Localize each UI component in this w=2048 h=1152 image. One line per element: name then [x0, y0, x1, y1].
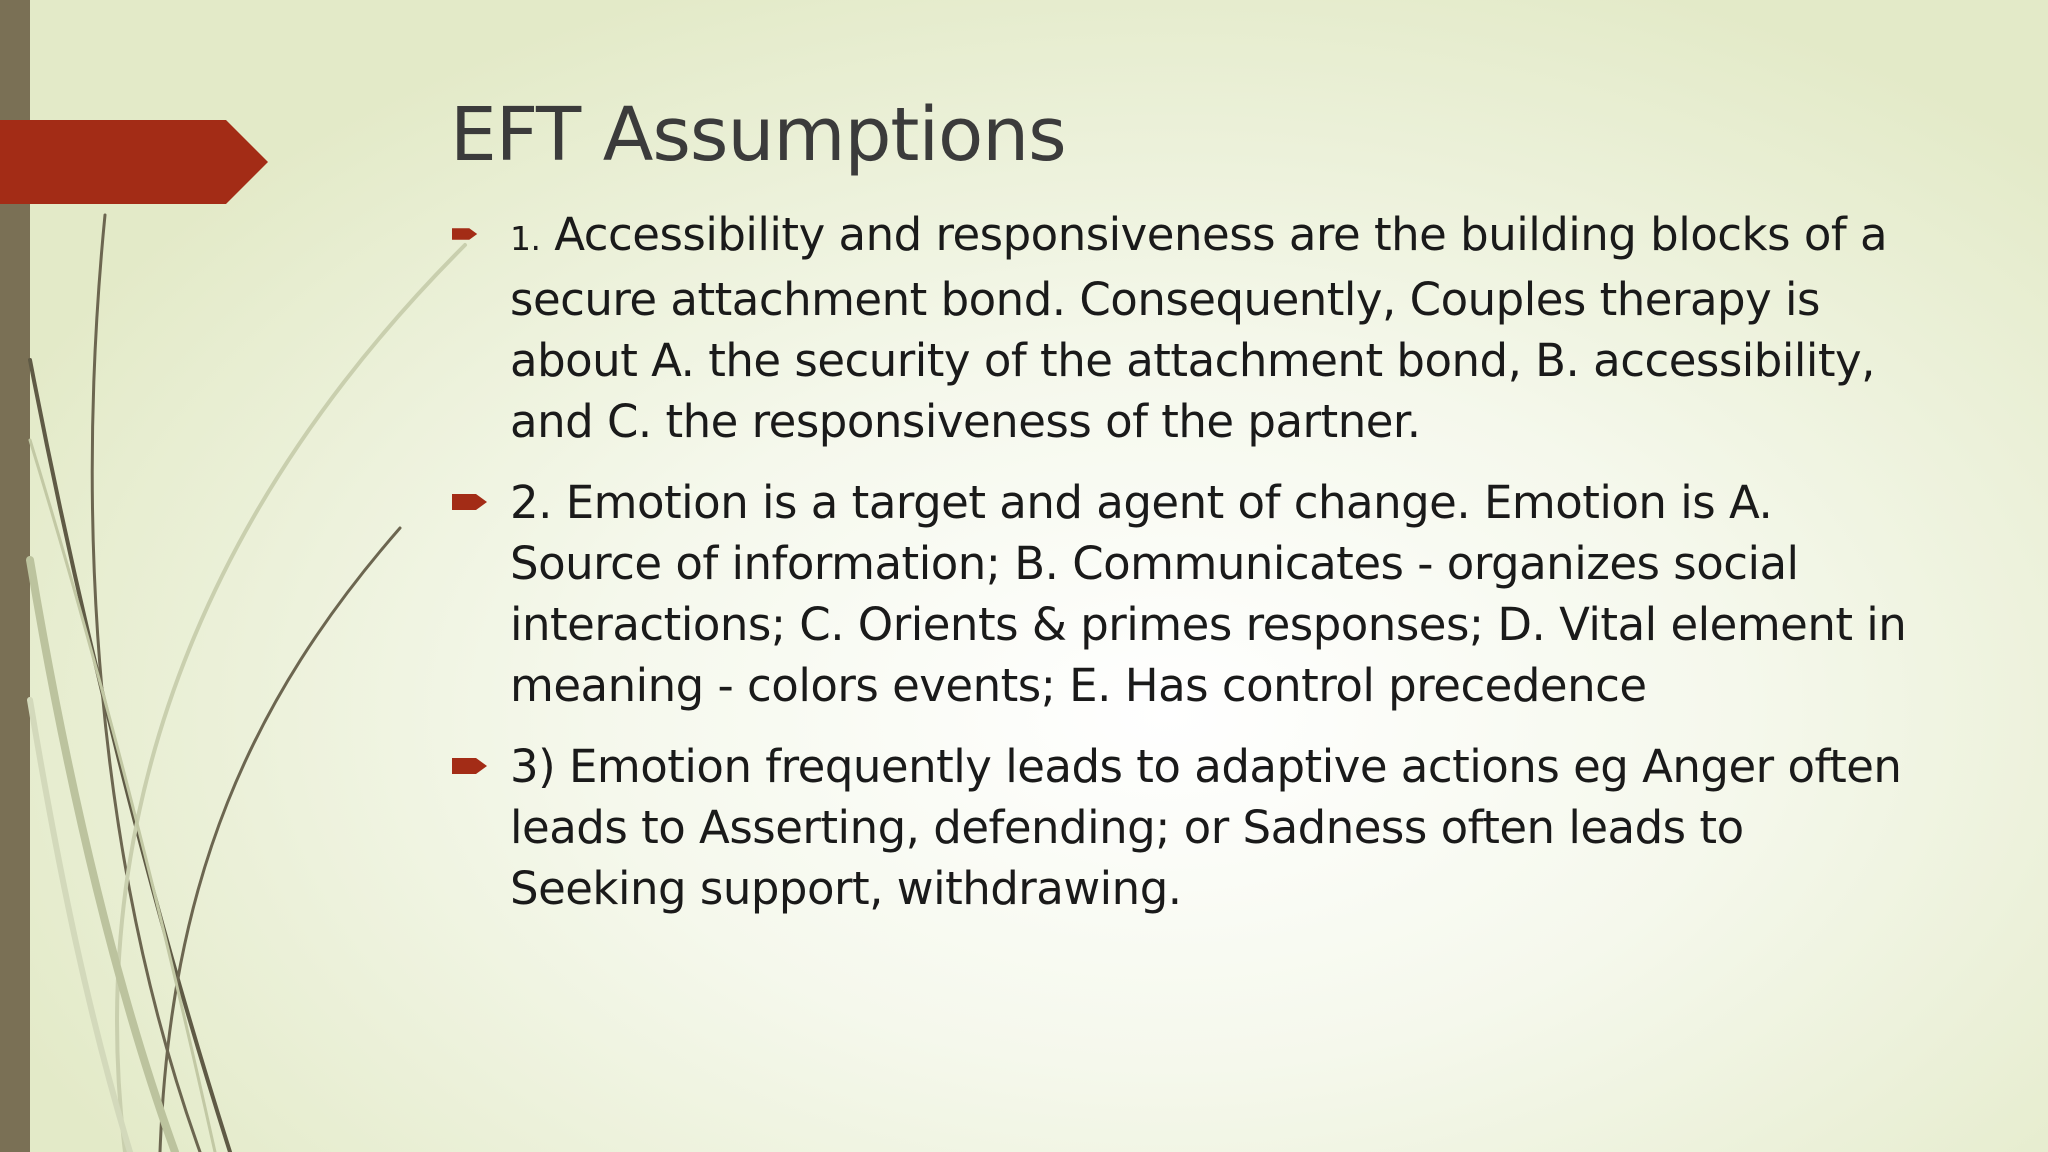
- bullet-item-2: [450, 472, 1930, 716]
- bullet-list: [450, 204, 1930, 939]
- arrow-bullet-icon: [452, 225, 478, 244]
- bullet-item-1: [450, 204, 1930, 452]
- arrow-tab-shape: [0, 120, 268, 204]
- slide-title: EFT Assumptions: [450, 92, 1066, 178]
- bullet-number: 1.: [510, 219, 541, 258]
- bullet-item-3: [450, 736, 1930, 919]
- bullet-text: Accessibility and responsiveness are the building blocks of a secure attachment bond. Consequently, Couples therapy is about A. the security of the attachment bond, B. accessibility, and C. the responsiveness of the partner.: [510, 208, 1888, 448]
- bullet-text: 3) Emotion frequently leads to adaptive actions eg Anger often leads to Asserting, defending; or Sadness often leads to Seeking support, withdrawing.: [510, 740, 1902, 915]
- arrow-bullet-icon: [452, 489, 488, 515]
- bullet-text: 2. Emotion is a target and agent of change. Emotion is A. Source of information; B. Communicates - organizes social interactions; C. Orients & primes responses; D. Vital element in meaning - colors events; E. Has control precedence: [510, 476, 1907, 712]
- arrow-bullet-icon: [452, 753, 488, 779]
